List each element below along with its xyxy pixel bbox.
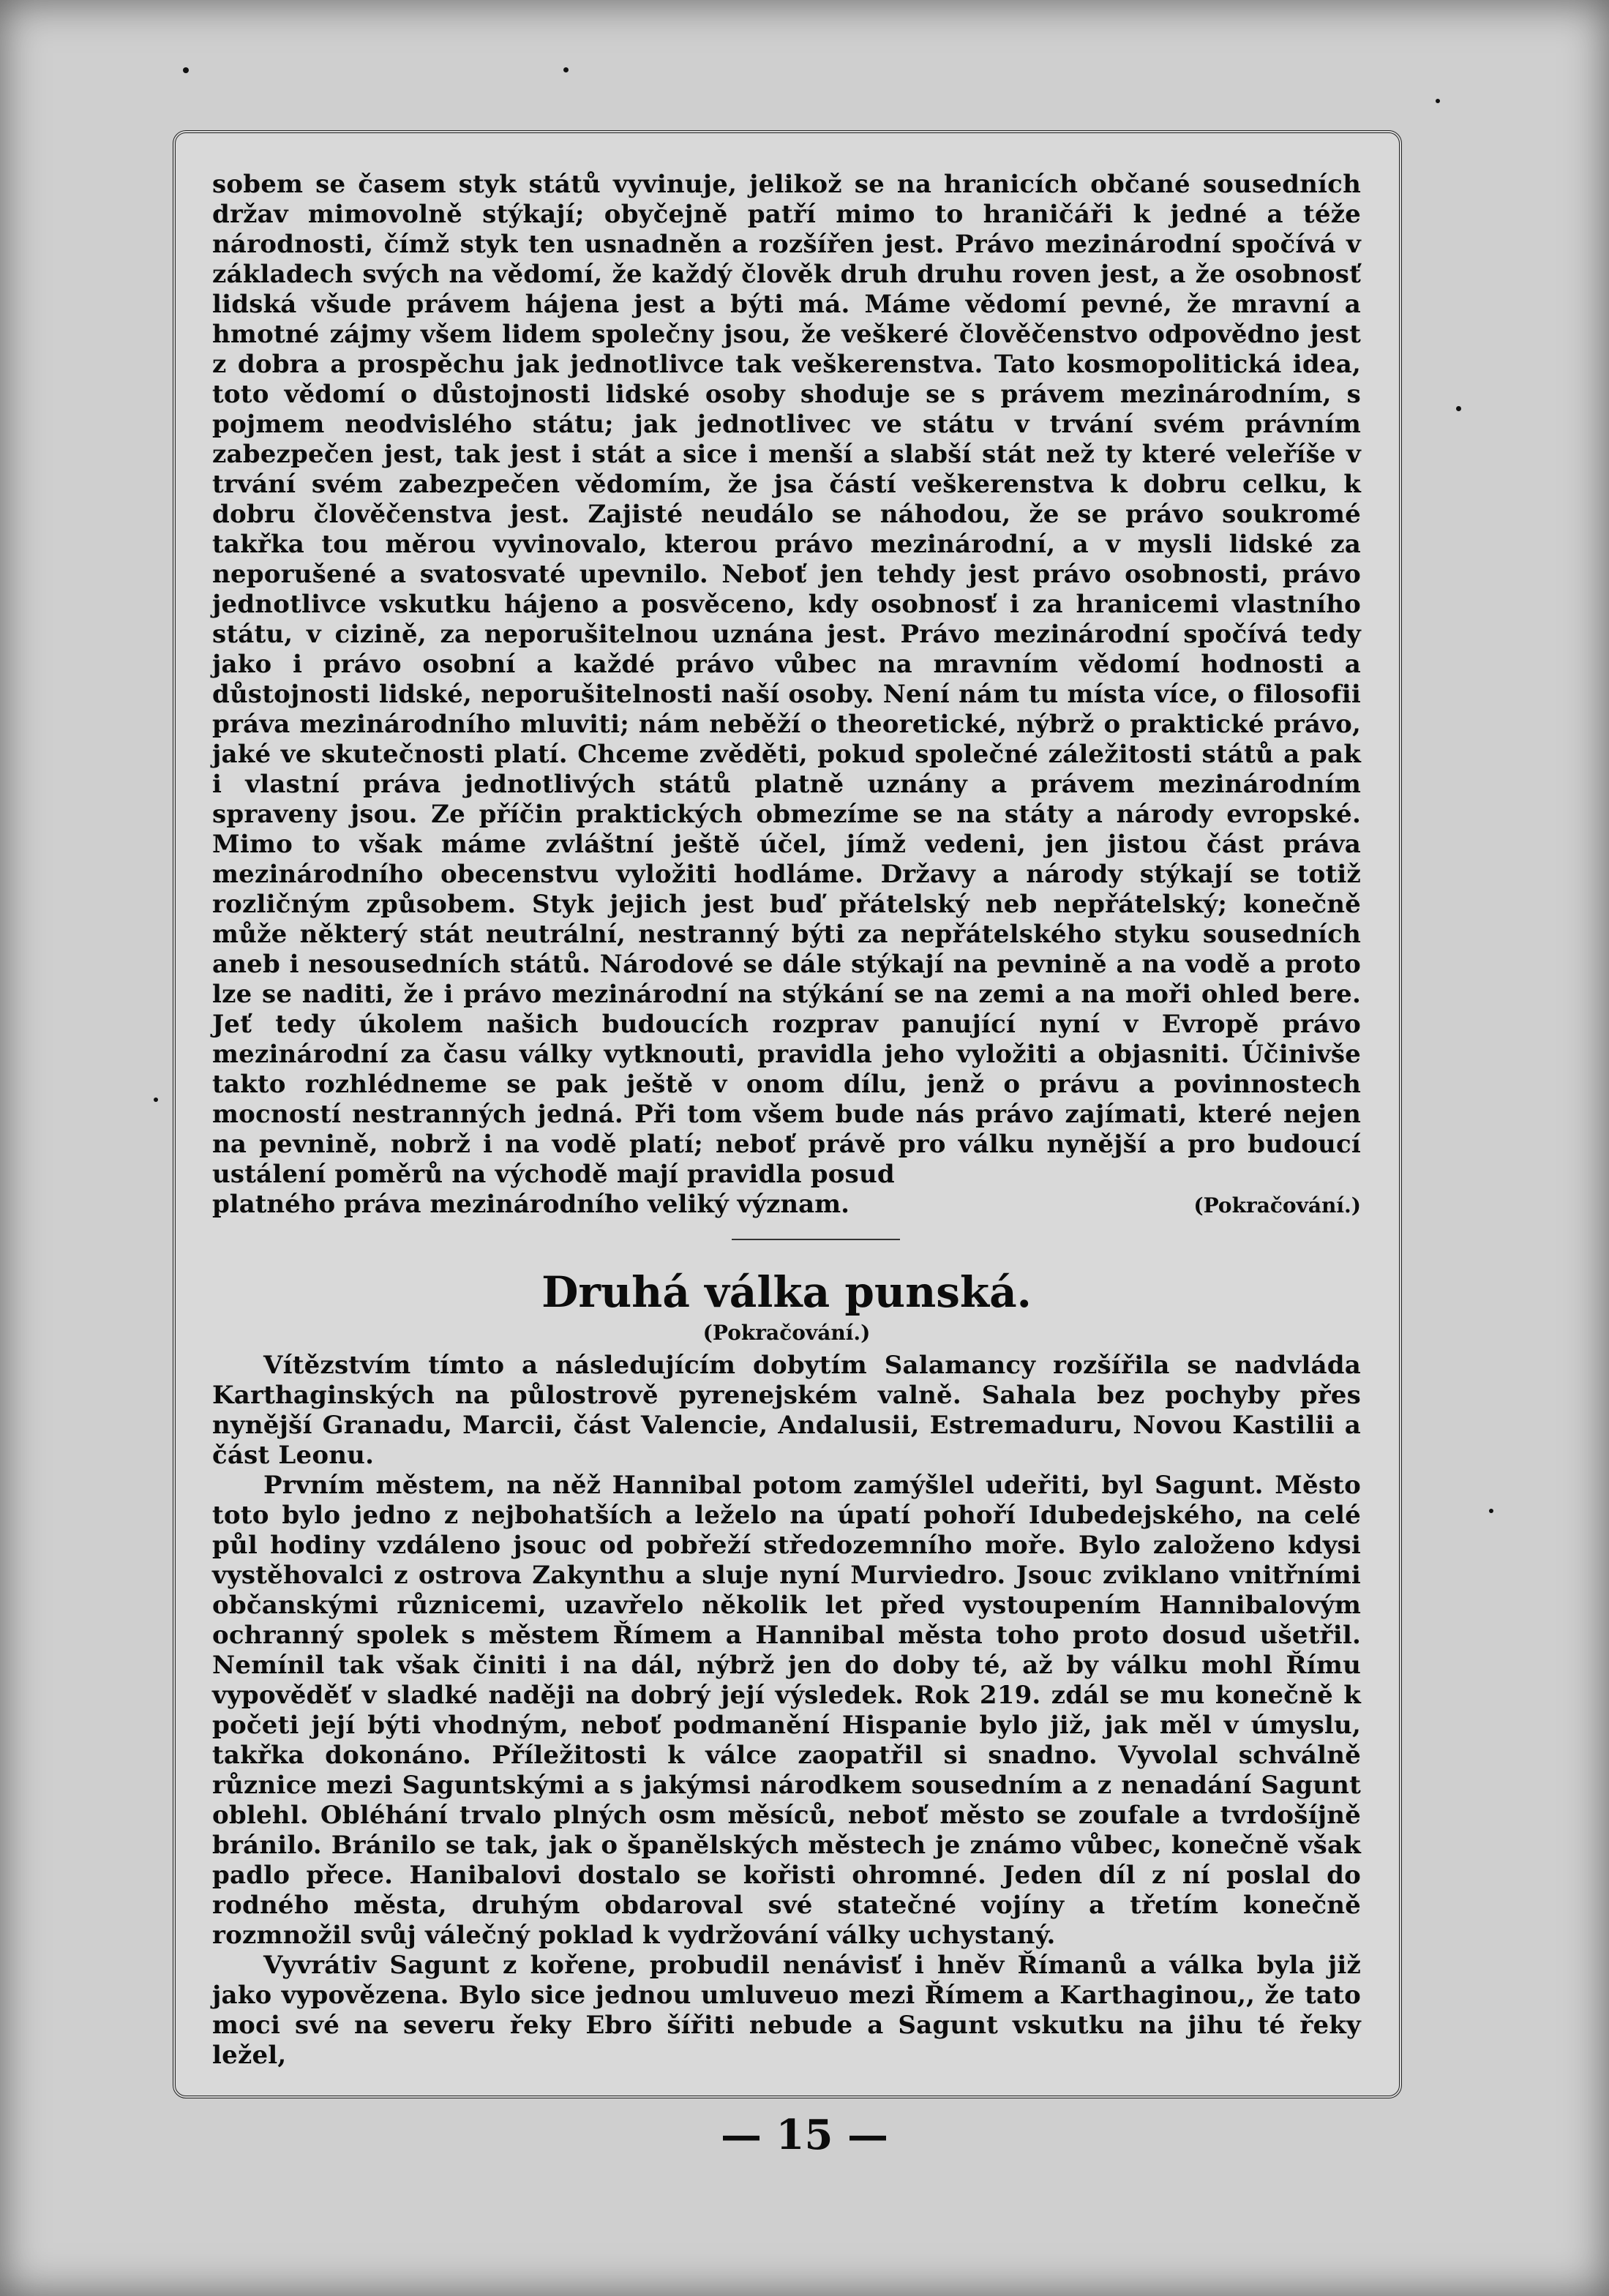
page-number: — 15 — [721, 2111, 888, 2159]
speck [1489, 1509, 1493, 1513]
speck [154, 1098, 158, 1102]
section-one-closing [212, 1190, 1361, 1220]
article-body [212, 1351, 1361, 2071]
article-continued-note: (Pokračování.) [702, 1321, 871, 1345]
article-title: Druhá válka punská. [541, 1267, 1032, 1317]
continued-note: (Pokračování.) [1193, 1193, 1361, 1218]
speck [183, 67, 189, 73]
article-paragraph: Prvním městem, na něž Hannibal potom zamýšlel udeřiti, byl Sagunt. Město toto bylo jedno z nejbohatších a leželo na úpatí pohoří Idubedejského, na celé půl hodiny vzdáleno jsouc od pobřeží středozemního moře. Bylo založeno kdysi vystěhovalci z ostrova Zakynthu a sluje nyní Murviedro. Jsouc zviklano vnitřními občanskými různicemi, uzavřelo několik let před vystoupením Hannibalovým ochranný spolek s městem Římem a Hannibal města toho proto dosud ušetřil. Nemínil tak však činiti i na dál, nýbrž jen do doby té, až by válku mohl Římu vypověděť v sladké naději na dobrý její výsledek. Rok 219. zdál se mu konečně k početi její býti vhodným, neboť podmanění Hispanie bylo již, jak měl v úmyslu, takřka dokonáno. Příležitosti k válce zaopatřil si snadno. Vyvolal schválně různice mezi Saguntskými a s jakýmsi národkem sousedním a z nenadání Sagunt oblehl. Obléhání trvalo plných osm měsíců, neboť město se zoufale a tvrdošíjně bránilo. Bránilo se tak, jak o španělských městech je známo vůbec, konečně však padlo přece. Hanibalovi dostalo se kořisti ohromné. Jeden díl z ní poslal do rodného města, druhým obdaroval své statečné vojíny a třetím konečně rozmnožil svůj válečný poklad k vydržování války uchystaný. [212, 1471, 1361, 1950]
section-one-paragraph: sobem se časem styk států vyvinuje, jelikož se na hranicích občané sousedních držav mimovolně stýkají; obyčejně patří mimo to hraničáři k jedné a téže národnosti, čímž styk ten usnadněn a rozšířen jest. Právo mezinárodní spočívá v základech svých na vědomí, že každý člověk druh druhu roven jest, a že osobnosť lidská všude právem hájena jest a býti má. Máme vědomí pevné, že mravní a hmotné zájmy všem lidem společny jsou, že veškeré člověčenstvo odpovědno jest z dobra a prospěchu jak jednotlivce tak veškerenstva. Tato kosmopolitická idea, toto vědomí o důstojnosti lidské osoby shoduje se s právem mezinárodním, s pojmem neodvislého státu; jak jednotlivec ve státu v trvání svém právním zabezpečen jest, tak jest i stát a sice i menší a slabší stát než ty které veleříše v trvání svém zabezpečen vědomím, že jsa částí veškerenstva k dobru celku, k dobru člověčenstva jest. Zajisté neudálo se náhodou, že se právo soukromé takřka tou měrou vyvinovalo, kterou právo mezinárodní, a v mysli lidské za neporušené a svatosvaté upevnilo. Neboť jen tehdy jest právo osobnosti, právo jednotlivce vskutku hájeno a posvěceno, kdy osobnosť i za hranicemi vlastního státu, v cizině, za neporušitelnou uznána jest. Právo mezinárodní spočívá tedy jako i právo osobní a každé právo vůbec na mravním vědomí hodnosti a důstojnosti lidské, neporušitelnosti naší osoby. Není nám tu místa více, o filosofii práva mezinárodního mluviti; nám neběží o theoretické, nýbrž o praktické právo, jaké ve skutečnosti platí. Chceme zvěděti, pokud společné záležitosti států a pak i vlastní práva jednotlivých států platně uznány a právem mezinárodním spraveny jsou. Ze příčin praktických obmezíme se na státy a národy evropské. Mimo to však máme zvláštní ještě účel, jímž vedeni, jen jistou část práva mezinárodního obecenstvu vyložiti hodláme. Državy a národy stýkají se totiž rozličným způsobem. Styk jejich jest buď přátelský neb nepřátelský; konečně může některý stát neutrální, nestranný býti za nepřátelského styku sousedních aneb i nesousedních států. Národové se dále stýkají na pevnině a na vodě a proto lze se naditi, že i právo mezinárodní na stýkání se na zemi a na moři ohled bere. Jeť tedy úkolem našich budoucích rozprav panující nyní v Evropě právo mezinárodní za času války vytknouti, pravidla jeho vyložiti a objasniti. Účinivše takto rozhlédneme se pak ještě v onom dílu, jenž o právu a povinnostech mocností nestranných jedná. Při tom všem bude nás právo zajímati, které nejen na pevnině, nobrž i na vodě platí; neboť právě pro válku nynější a pro budoucí ustálení poměrů na východě mají pravidla posud [212, 170, 1361, 1189]
section-divider [732, 1239, 900, 1240]
article-paragraph: Vyvrátiv Sagunt z kořene, probudil nenávisť i hněv Římanů a válka byla již jako vypovězena. Bylo sice jednou umluveuo mezi Římem a Karthaginou,, že tato moci své na severu řeky Ebro šířiti nebude a Sagunt vskutku na jihu té řeky ležel, [212, 1951, 1361, 2070]
speck [1456, 406, 1461, 411]
section-one-last-line: platného práva mezinárodního veliký význam. [212, 1190, 849, 1219]
section-one [212, 170, 1361, 1220]
article-paragraph: Vítězstvím tímto a následujícím dobytím Salamancy rozšířila se nadvláda Karthaginských na půlostrově pyrenejském valně. Sahala bez pochyby přes nynější Granadu, Marcii, část Valencie, Andalusii, Estremaduru, Novou Kastilii a část Leonu. [212, 1351, 1361, 1470]
speck [563, 67, 569, 72]
speck [1436, 99, 1440, 103]
